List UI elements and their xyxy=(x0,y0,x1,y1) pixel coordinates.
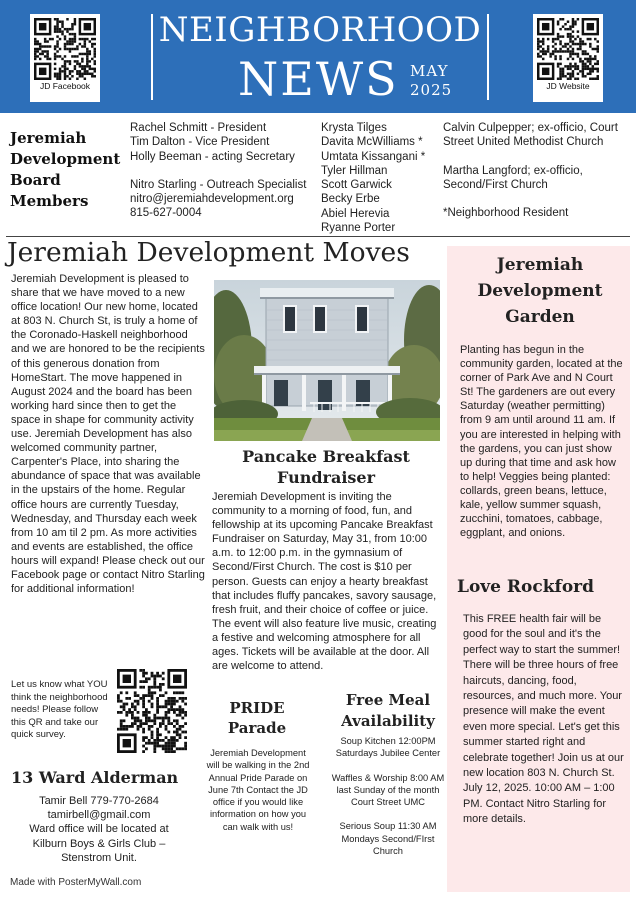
main-article-title: Jeremiah Development Moves xyxy=(7,237,410,268)
masthead-title: NEIGHBORHOOD xyxy=(158,10,482,50)
love-rockford-title: Love Rockford xyxy=(457,577,594,597)
board-members-list xyxy=(321,121,443,235)
meal-item: Serious Soup 11:30 AM Mondays Second/FIrst Church xyxy=(339,821,437,857)
garden-body: Planting has begun in the community garden, located at the corner of Park Ave and N Court St! The gardeners are out every Saturday (weather permitting) from 9 am until around 11 am. If you are interested in helping with the gardens, you can just show up during that time and ask how to help! Veggies being planted: collards, green beans, lettuce, kale, yellow summer squash, zucchini, tomatoes, cabbage, eggplant, and onions. xyxy=(460,344,623,540)
pancake-title: Pancake Breakfast Fundraiser xyxy=(242,447,410,487)
pancake-body: Jeremiah Development is inviting the community to a morning of food, fun, and fellowship at its upcoming Pancake Breakfast Fundraiser on Saturday, May 31, from 10:00 a.m. to 12:00 p.m. in the gymnasium of Second/First Church. The cost is $10 per person. Guests can enjoy a hearty breakfast that includes fluffy pancakes, savory sausage, fresh fruit, and their choice of coffee or juice. The event will also feature live music, creating a festive and welcoming atmosphere for all ages. Tickets will be available at the door. All are welcome to attend. xyxy=(212,491,437,673)
qr-website[interactable] xyxy=(533,14,603,102)
board-member: Becky Erbe xyxy=(321,193,380,206)
board-heading-line: Members xyxy=(10,192,89,210)
footer-credit[interactable]: Made with PosterMyWall.com xyxy=(10,877,142,888)
outreach-contact-name: Nitro Starling - Outreach Specialist xyxy=(130,178,307,191)
house-illustration xyxy=(214,280,440,441)
board-heading-line: Board xyxy=(10,171,61,189)
meal-item: Soup Kitchen 12:00PM Saturdays Jubilee Center xyxy=(335,736,441,759)
board-officers xyxy=(130,121,320,221)
board-member: Calvin Culpepper; ex-officio, Court Street United Methodist Church xyxy=(443,122,618,149)
survey-prompt: Let us know what YOU think the neighborhood needs! Please follow this QR and take our quick survey. xyxy=(11,679,108,741)
spacer xyxy=(443,150,633,164)
love-rockford-body: This FREE health fair will be good for the soul and it's the perfect way to start the summer! There will be three hours of free haircuts, dancing, food, resources, and much more. Your presence will make the event even more special. Let's get this summer started right and celebrate together! Join us at our new location 803 N. Church St. July 12, 2025. 10:00 AM – 1:00 PM. Contact Nitro Starling for more details. xyxy=(463,613,624,826)
alderman-contact: Tamir Bell 779-770-2684 xyxy=(39,795,159,807)
board-member: Abiel Herevia xyxy=(321,207,390,220)
board-heading xyxy=(10,128,128,212)
qr-code-icon xyxy=(117,669,187,753)
board-heading-line: Development xyxy=(10,150,121,168)
alderman-title: 13 Ward Alderman xyxy=(11,768,179,787)
meal-title: Free Meal Availability xyxy=(341,691,435,730)
qr-facebook[interactable] xyxy=(30,14,100,102)
qr-facebook-caption: JD Facebook xyxy=(39,81,91,91)
issue-month: MAY xyxy=(410,62,449,80)
board-footnote: *Neighborhood Resident xyxy=(443,207,569,220)
qr-website-caption: JD Website xyxy=(546,81,590,91)
board-member: Rachel Schmitt - President xyxy=(130,122,267,134)
board-member: Umtata Kissangani * xyxy=(321,150,426,163)
masthead-divider xyxy=(487,14,489,100)
board-member: Scott Garwick xyxy=(321,179,392,192)
board-member: Tyler Hillman xyxy=(321,164,388,177)
meal-item: Waffles & Worship 8:00 AM last Sunday of the month Court Street UMC xyxy=(331,772,445,808)
qr-survey[interactable] xyxy=(117,669,187,753)
board-member: Holly Beeman - acting Secretary xyxy=(130,150,295,163)
board-ex-officio xyxy=(443,121,633,220)
spacer xyxy=(130,164,320,178)
office-house-photo xyxy=(214,280,440,441)
outreach-contact-email[interactable]: nitro@jeremiahdevelopment.org xyxy=(130,193,294,206)
qr-code-icon xyxy=(537,18,599,80)
issue-year: 2025 xyxy=(410,81,453,99)
board-member: Martha Langford; ex-officio, Second/First Church xyxy=(443,164,583,191)
masthead-news: NEWS xyxy=(238,52,399,106)
board-member: Ryanne Porter xyxy=(321,222,396,235)
outreach-contact-phone: 815-627-0004 xyxy=(130,207,202,220)
alderman-office: Ward office will be located at Kilburn Boys & Girls Club – Stenstrom Unit. xyxy=(29,823,169,864)
board-member: Tim Dalton - Vice President xyxy=(130,136,270,149)
pride-title: PRIDE Parade xyxy=(227,699,287,737)
issue-date xyxy=(410,62,452,100)
masthead xyxy=(0,0,636,113)
qr-code-icon xyxy=(34,18,96,80)
pride-body: Jeremiah Development will be walking in the 2nd Annual Pride Parade on June 7th Contact the JD office if you would like information on how you can walk with us! xyxy=(206,748,310,832)
meal-list xyxy=(327,735,449,869)
board-heading-line: Jeremiah xyxy=(10,129,87,147)
spacer xyxy=(443,192,633,206)
alderman-info xyxy=(11,794,187,865)
board-member: Krysta Tilges xyxy=(321,122,387,134)
board-member: Davita McWilliams * xyxy=(321,136,423,149)
garden-title: Jeremiah Development Garden xyxy=(477,255,603,327)
main-article-body: Jeremiah Development is pleased to share that we have moved to a new office location! Our new home, located at 803 N. Church St, is truly a home of the Coronado-Haskell neighborhood and we are honored to be the recipients of this generous donation from HomeStart. The move happened in August 2024 and the board has been working hard since then to get the space in shape for community activity use. Jeremiah Development has also welcomed community partner, Carpenter's Place, into sharing the abundance of space that was available in the upstairs of the home. Regular office hours are currently Tuesday, Wednesday, and Thursday each week from 10 am til 2 pm. As more activities and events are established, the office hours will expand! Please check out our Facebook page or contact Nitro Starling for additional information! xyxy=(11,273,205,596)
alderman-email[interactable]: tamirbell@gmail.com xyxy=(47,809,151,822)
